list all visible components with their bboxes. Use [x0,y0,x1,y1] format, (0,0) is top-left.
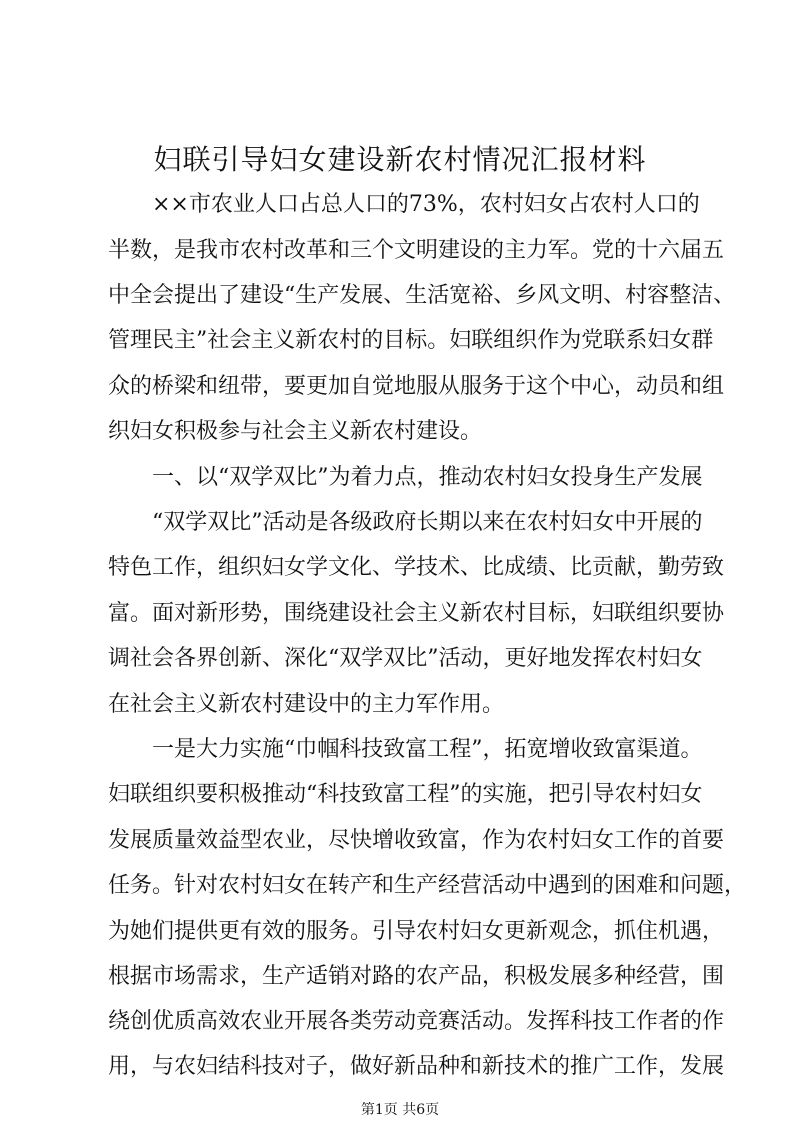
body-line: 用，与农妇结科技对子，做好新品种和新技术的推广工作，发展 [108,1054,725,1079]
body-line: 半数，是我市农村改革和三个文明建设的主力军。党的十六届五 [108,238,725,263]
body-line: 发展质量效益型农业，尽快增收致富，作为农村妇女工作的首要 [108,828,725,853]
page-number-footer: 第1页 共6页 [360,1102,440,1118]
body-line: 妇联组织要积极推动“科技致富工程”的实施，把引导农村妇女 [108,782,703,807]
document-title: 妇联引导妇女建设新农村情况汇报材料 [153,143,647,176]
body-line: 根据市场需求，生产适销对路的农产品，积极发展多种经营，围 [108,964,725,989]
body-line: 调社会各界创新、深化“双学双比”活动，更好地发挥农村妇女 [108,646,703,671]
body-line: 一是大力实施“巾帼科技致富工程”，拓宽增收致富渠道。 [152,737,703,762]
body-line: 中全会提出了建设“生产发展、生活宽裕、乡风文明、村容整洁、 [108,283,736,308]
body-line: 管理民主”社会主义新农村的目标。妇联组织作为党联系妇女群 [108,328,714,353]
body-line: 任务。针对农村妇女在转产和生产经营活动中遇到的困难和问题， [108,873,747,898]
body-line: 在社会主义新农村建设中的主力军作用。 [108,692,505,717]
body-line: “双学双比”活动是各级政府长期以来在农村妇女中开展的 [152,510,703,535]
body-line: 为她们提供更有效的服务。引导农村妇女更新观念，抓住机遇， [108,919,725,944]
body-line: 特色工作，组织妇女学文化、学技术、比成绩、比贡献，勤劳致 [108,555,725,580]
body-line: 织妇女积极参与社会主义新农村建设。 [108,419,483,444]
section-heading: 一、以“双学双比”为着力点，推动农村妇女投身生产发展 [152,465,703,490]
body-line: ××市农业人口占总人口的73%，农村妇女占农村人口的 [152,192,700,217]
body-line: 富。面对新形势，围绕建设社会主义新农村目标，妇联组织要协 [108,601,725,626]
body-line: 众的桥梁和纽带，要更加自觉地服从服务于这个中心，动员和组 [108,374,725,399]
body-line: 绕创优质高效农业开展各类劳动竞赛活动。发挥科技工作者的作 [108,1009,725,1034]
